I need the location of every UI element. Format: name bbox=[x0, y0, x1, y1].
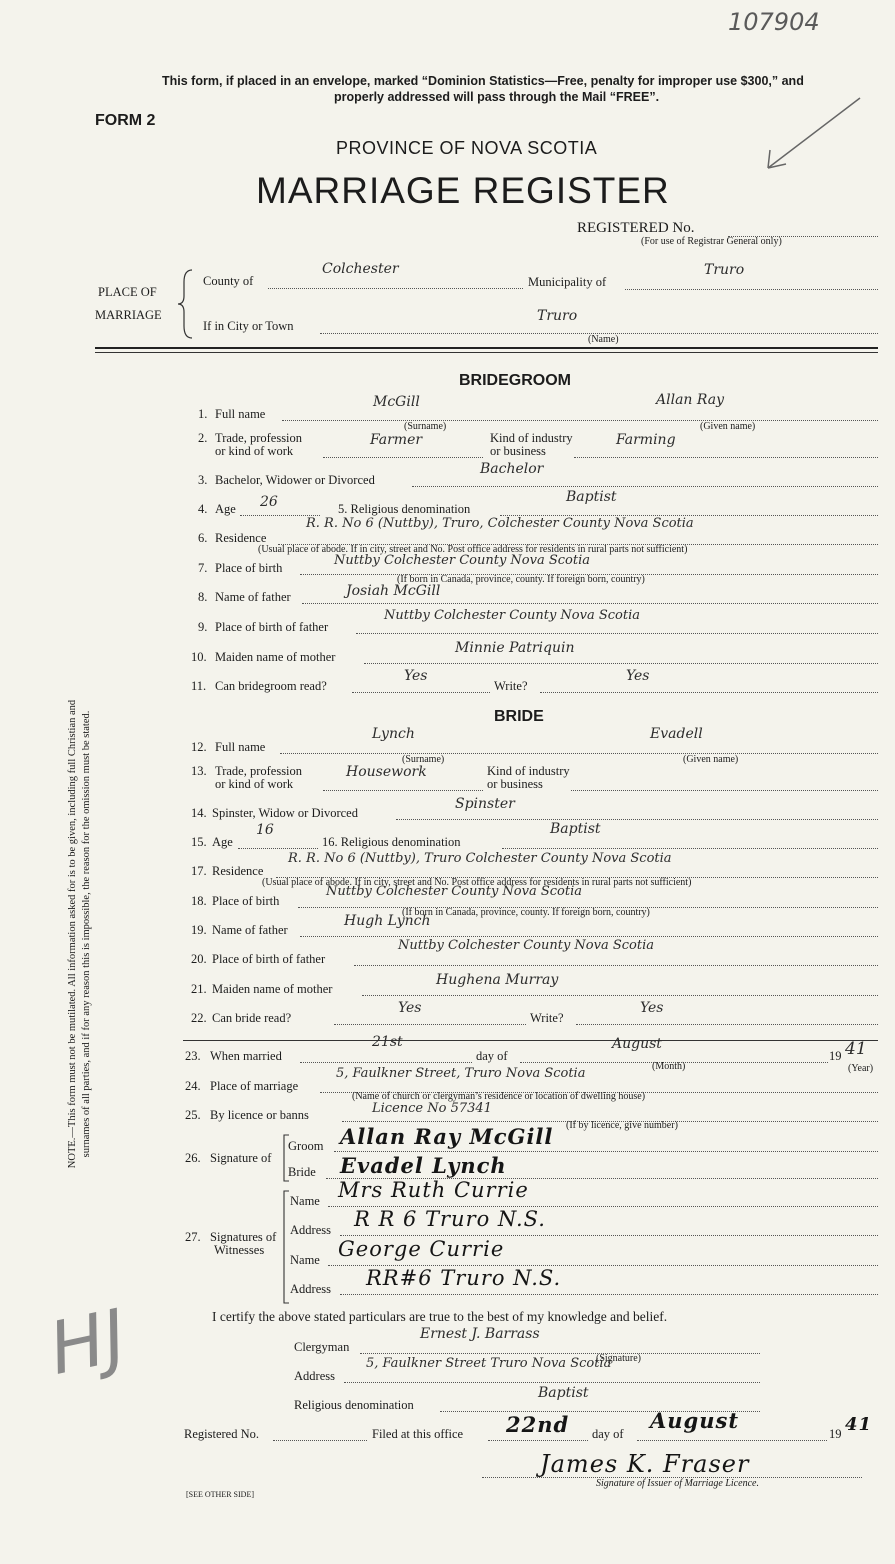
birthplace-note: (If born in Canada, province, county. If foreign born, country) bbox=[402, 907, 650, 918]
bride-given-name: Evadell bbox=[650, 726, 703, 742]
when-married-day-line bbox=[300, 1062, 472, 1063]
issuer-signature: James K. Fraser bbox=[540, 1450, 750, 1478]
section-divider bbox=[183, 1040, 878, 1041]
birthplace-note: (If born in Canada, province, county. If foreign born, country) bbox=[397, 574, 645, 585]
filed-day-of-label: day of bbox=[592, 1427, 624, 1441]
bride-religion-line bbox=[502, 848, 878, 849]
residence-note: (Usual place of abode. If in city, street and No. Post office address for residents in rural parts not sufficient) bbox=[258, 544, 688, 555]
field-number: 10. bbox=[191, 650, 207, 664]
filed-month: August bbox=[650, 1408, 740, 1433]
clergyman-address-line bbox=[344, 1382, 760, 1383]
city-name-note: (Name) bbox=[588, 334, 619, 345]
signature-of-label: Signature of bbox=[210, 1151, 272, 1165]
bride-trade: Housework bbox=[346, 764, 427, 780]
filed-day: 22nd bbox=[506, 1412, 570, 1437]
bride-write: Yes bbox=[640, 1000, 664, 1016]
bride-mother-label: Maiden name of mother bbox=[212, 982, 333, 996]
bride-read-label: Can bride read? bbox=[212, 1011, 292, 1025]
bride-industry-line bbox=[571, 790, 878, 791]
witnesses-label-1: Signatures of bbox=[210, 1230, 277, 1244]
bride-mother-line bbox=[362, 995, 878, 996]
witnesses-label-2: Witnesses bbox=[214, 1243, 265, 1257]
year-note: (Year) bbox=[848, 1063, 874, 1074]
marriage-place: 5, Faulkner Street, Truro Nova Scotia bbox=[336, 1066, 586, 1081]
field-number: 11. bbox=[191, 679, 207, 693]
field-number: 17. bbox=[191, 864, 207, 878]
given-name-note: (Given name) bbox=[683, 754, 739, 765]
bride-age-label: Age bbox=[212, 835, 233, 849]
groom-father-label: Name of father bbox=[215, 590, 291, 604]
married-year: 41 bbox=[845, 1039, 867, 1059]
registered-no-bottom-label: Registered No. bbox=[184, 1427, 259, 1441]
surname-note: (Surname) bbox=[402, 754, 445, 765]
filed-month-line bbox=[637, 1440, 827, 1441]
groom-father: Josiah McGill bbox=[346, 583, 441, 599]
groom-industry-line bbox=[574, 457, 878, 458]
county-label: County of bbox=[203, 274, 254, 288]
marriage-place-note: (Name of church or clergyman’s residence or location of dwelling house) bbox=[352, 1091, 646, 1102]
bride-trade-label-2: or kind of work bbox=[215, 777, 294, 791]
bride-age-line bbox=[238, 848, 318, 849]
field-number: 8. bbox=[198, 590, 208, 604]
county-line bbox=[268, 288, 523, 289]
page-title: MARRIAGE REGISTER bbox=[256, 170, 670, 211]
witness-bracket bbox=[280, 1190, 290, 1304]
bride-father: Hugh Lynch bbox=[344, 913, 431, 929]
married-year-prefix: 19 bbox=[829, 1049, 842, 1063]
field-number: 21. bbox=[191, 982, 207, 996]
clergyman-address-label: Address bbox=[294, 1369, 335, 1383]
city-value: Truro bbox=[537, 308, 578, 324]
groom-trade: Farmer bbox=[370, 432, 423, 448]
field-number: 15. bbox=[191, 835, 207, 849]
clergyman-line bbox=[360, 1353, 760, 1354]
licence-number: Licence No 57341 bbox=[372, 1101, 492, 1116]
bride-religion-label: 16. Religious denomination bbox=[322, 835, 461, 849]
groom-fullname-label: Full name bbox=[215, 407, 266, 421]
groom-write-line bbox=[540, 692, 878, 693]
field-number: 7. bbox=[198, 561, 208, 575]
groom-religion-label: 5. Religious denomination bbox=[338, 502, 471, 516]
field-number: 18. bbox=[191, 894, 207, 908]
bride-residence: R. R. No 6 (Nuttby), Truro Colchester County Nova Scotia bbox=[288, 851, 672, 866]
groom-given-name: Allan Ray bbox=[656, 392, 724, 408]
groom-mother-label: Maiden name of mother bbox=[215, 650, 336, 664]
witness2-address-line bbox=[340, 1294, 878, 1295]
bride-write-label: Write? bbox=[530, 1011, 564, 1025]
groom-birthplace-label: Place of birth bbox=[215, 561, 283, 575]
given-name-note: (Given name) bbox=[700, 421, 756, 432]
groom-age-label: Age bbox=[215, 502, 236, 516]
bride-signature: Evadel Lynch bbox=[340, 1153, 507, 1178]
groom-age: 26 bbox=[260, 494, 278, 510]
bride-father-birthplace-label: Place of birth of father bbox=[212, 952, 326, 966]
marriage-place-label: Place of marriage bbox=[210, 1079, 299, 1093]
married-month: August bbox=[612, 1036, 662, 1052]
when-married-label: When married bbox=[210, 1049, 282, 1063]
witness1-address-line bbox=[340, 1235, 878, 1236]
licence-note: (If by licence, give number) bbox=[566, 1120, 678, 1131]
bride-status: Spinster bbox=[455, 796, 515, 812]
pencil-checkmark bbox=[760, 90, 870, 175]
bride-religion: Baptist bbox=[550, 821, 601, 837]
divider-thick bbox=[95, 347, 878, 349]
divider-thin bbox=[95, 352, 878, 353]
field-number: 9. bbox=[198, 620, 208, 634]
bride-father-birthplace-line bbox=[354, 965, 878, 966]
field-number: 2. bbox=[198, 431, 208, 445]
bride-sig-label: Bride bbox=[288, 1165, 316, 1179]
field-number: 13. bbox=[191, 764, 207, 778]
groom-read: Yes bbox=[404, 668, 428, 684]
certification-statement: I certify the above stated particulars are true to the best of my knowledge and belief. bbox=[212, 1309, 668, 1324]
groom-fullname-line bbox=[282, 420, 878, 421]
groom-birthplace: Nuttby Colchester County Nova Scotia bbox=[334, 553, 591, 568]
groom-industry-label-1: Kind of industry bbox=[490, 431, 573, 445]
field-number: 3. bbox=[198, 473, 208, 487]
groom-status: Bachelor bbox=[480, 461, 544, 477]
postal-note-line-2: properly addressed will pass through the Mail “FREE”. bbox=[334, 90, 660, 104]
groom-mother: Minnie Patriquin bbox=[455, 640, 575, 656]
groom-read-line bbox=[352, 692, 490, 693]
bride-birthplace-label: Place of birth bbox=[212, 894, 280, 908]
bridegroom-heading: BRIDEGROOM bbox=[459, 372, 571, 389]
form-label: FORM 2 bbox=[95, 112, 156, 129]
see-other-side: [SEE OTHER SIDE] bbox=[186, 1490, 254, 1499]
field-number: 4. bbox=[198, 502, 208, 516]
bride-read-line bbox=[334, 1024, 526, 1025]
witness1-address: R R 6 Truro N.S. bbox=[354, 1207, 546, 1231]
bride-status-label: Spinster, Widow or Divorced bbox=[212, 806, 358, 820]
married-day-of-label: day of bbox=[476, 1049, 508, 1063]
province-heading: PROVINCE OF NOVA SCOTIA bbox=[336, 138, 598, 158]
bride-fullname-line bbox=[280, 753, 878, 754]
month-note: (Month) bbox=[652, 1061, 686, 1072]
bride-father-line bbox=[300, 936, 878, 937]
signature-note: (Signature) bbox=[596, 1353, 641, 1364]
place-brace bbox=[176, 268, 196, 340]
stamp-number: 107904 bbox=[728, 8, 820, 36]
groom-surname: McGill bbox=[373, 394, 420, 410]
groom-read-label: Can bridegroom read? bbox=[215, 679, 327, 693]
issuer-note: Signature of Issuer of Marriage Licence. bbox=[596, 1478, 759, 1489]
bride-industry-label-2: or business bbox=[487, 777, 543, 791]
filed-year-prefix: 19 bbox=[829, 1427, 842, 1441]
field-number: 22. bbox=[191, 1011, 207, 1025]
municipality-label: Municipality of bbox=[528, 275, 607, 289]
bride-residence-label: Residence bbox=[212, 864, 264, 878]
place-section-label-1: PLACE OF bbox=[98, 285, 157, 299]
field-number: 6. bbox=[198, 531, 208, 545]
groom-mother-line bbox=[364, 663, 878, 664]
field-number: 14. bbox=[191, 806, 207, 820]
bride-fullname-label: Full name bbox=[215, 740, 266, 754]
bride-birthplace: Nuttby Colchester County Nova Scotia bbox=[326, 884, 583, 899]
surname-note: (Surname) bbox=[404, 421, 447, 432]
filed-year: 41 bbox=[845, 1414, 873, 1435]
bride-trade-line bbox=[323, 790, 483, 791]
place-section-label-2: MARRIAGE bbox=[95, 308, 162, 322]
city-label: If in City or Town bbox=[203, 319, 294, 333]
witness1-name-label: Name bbox=[290, 1194, 320, 1208]
filed-label: Filed at this office bbox=[372, 1427, 464, 1441]
groom-father-birthplace: Nuttby Colchester County Nova Scotia bbox=[384, 608, 641, 623]
registrar-note: (For use of Registrar General only) bbox=[641, 236, 782, 247]
municipality-line bbox=[625, 289, 878, 290]
field-number: 26. bbox=[185, 1151, 201, 1165]
postal-note-line-1: This form, if placed in an envelope, marked “Dominion Statistics—Free, penalty for improper use $300,” and bbox=[162, 74, 804, 88]
bride-trade-label-1: Trade, profession bbox=[215, 764, 303, 778]
field-number: 20. bbox=[191, 952, 207, 966]
registered-no-label: REGISTERED No. bbox=[577, 220, 695, 236]
clergyman-religion: Baptist bbox=[538, 1385, 589, 1401]
bride-age: 16 bbox=[256, 822, 274, 838]
groom-status-line bbox=[412, 486, 878, 487]
groom-religion: Baptist bbox=[566, 489, 617, 505]
municipality-value: Truro bbox=[704, 262, 745, 278]
witness2-address-label: Address bbox=[290, 1282, 331, 1296]
bride-heading: BRIDE bbox=[494, 708, 544, 725]
married-day: 21st bbox=[372, 1034, 403, 1050]
clergyman-religion-label: Religious denomination bbox=[294, 1398, 414, 1412]
groom-industry: Farming bbox=[616, 432, 676, 448]
margin-note: NOTE.—This form must not be mutilated. All information asked for is to be given, including full Christian and surnames of all parties, and if for any reason this is impossible, the reason for the omission must be stated. bbox=[67, 699, 92, 1169]
bride-industry-label-1: Kind of industry bbox=[487, 764, 570, 778]
field-number: 25. bbox=[185, 1108, 201, 1122]
witness2-name: George Currie bbox=[338, 1237, 505, 1261]
groom-residence: R. R. No 6 (Nuttby), Truro, Colchester County Nova Scotia bbox=[306, 516, 694, 531]
residence-note: (Usual place of abode. If in city, street and No. Post office address for residents in rural parts not sufficient) bbox=[262, 877, 692, 888]
clergyman-signature: Ernest J. Barrass bbox=[420, 1326, 540, 1342]
groom-status-label: Bachelor, Widower or Divorced bbox=[215, 473, 375, 487]
witness1-address-label: Address bbox=[290, 1223, 331, 1237]
witness2-name-label: Name bbox=[290, 1253, 320, 1267]
groom-father-birthplace-label: Place of birth of father bbox=[215, 620, 329, 634]
margin-initials: HJ bbox=[42, 1293, 134, 1391]
groom-write-label: Write? bbox=[494, 679, 528, 693]
bride-father-label: Name of father bbox=[212, 923, 288, 937]
county-value: Colchester bbox=[322, 261, 399, 277]
groom-write: Yes bbox=[626, 668, 650, 684]
groom-trade-label-2: or kind of work bbox=[215, 444, 294, 458]
groom-residence-label: Residence bbox=[215, 531, 267, 545]
field-number: 24. bbox=[185, 1079, 201, 1093]
groom-trade-line bbox=[323, 457, 483, 458]
field-number: 23. bbox=[185, 1049, 201, 1063]
bride-status-line bbox=[396, 819, 878, 820]
filed-day-line bbox=[488, 1440, 588, 1441]
bride-father-birthplace: Nuttby Colchester County Nova Scotia bbox=[398, 938, 655, 953]
licence-label: By licence or banns bbox=[210, 1108, 309, 1122]
field-number: 19. bbox=[191, 923, 207, 937]
witness2-address: RR#6 Truro N.S. bbox=[366, 1266, 562, 1290]
groom-signature: Allan Ray McGill bbox=[340, 1124, 554, 1149]
clergyman-address: 5, Faulkner Street Truro Nova Scotia bbox=[366, 1356, 612, 1371]
bride-mother: Hughena Murray bbox=[436, 972, 559, 988]
bride-read: Yes bbox=[398, 1000, 422, 1016]
groom-father-birthplace-line bbox=[356, 633, 878, 634]
groom-sig-line bbox=[334, 1151, 878, 1152]
groom-sig-label: Groom bbox=[288, 1139, 324, 1153]
field-number: 12. bbox=[191, 740, 207, 754]
clergyman-label: Clergyman bbox=[294, 1340, 350, 1354]
field-number: 1. bbox=[198, 407, 208, 421]
witness1-name: Mrs Ruth Currie bbox=[338, 1178, 529, 1202]
groom-father-line bbox=[302, 603, 878, 604]
field-number: 27. bbox=[185, 1230, 201, 1244]
groom-trade-label-1: Trade, profession bbox=[215, 431, 303, 445]
bride-surname: Lynch bbox=[372, 726, 415, 742]
groom-industry-label-2: or business bbox=[490, 444, 546, 458]
bride-write-line bbox=[576, 1024, 878, 1025]
registered-no-bottom-line bbox=[273, 1440, 367, 1441]
